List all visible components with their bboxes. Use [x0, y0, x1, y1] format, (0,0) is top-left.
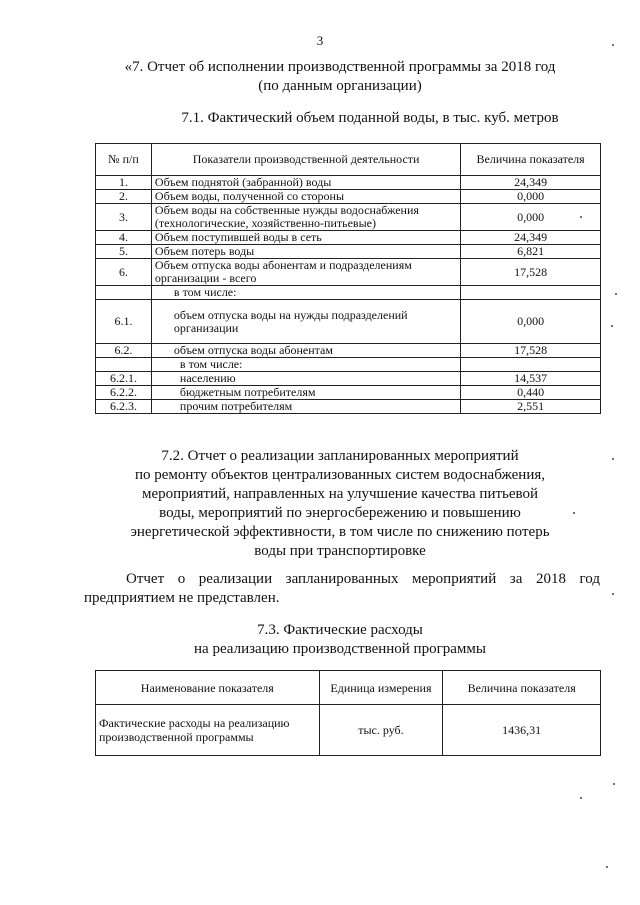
table-row — [96, 344, 601, 358]
scan-speck — [606, 866, 608, 868]
column-header-value: Величина показателя — [461, 144, 601, 176]
table-row — [96, 190, 601, 204]
table-header-row — [96, 144, 601, 176]
title-line: 7.2. Отчет о реализации запланированных мероприятий — [161, 448, 519, 464]
scan-speck — [612, 44, 614, 46]
table-row — [96, 176, 601, 190]
row-label: Объем отпуска воды абонентам и подразделениям организации - всего — [151, 259, 460, 286]
table-row — [96, 231, 601, 245]
row-label: объем отпуска воды на нужды подразделений организации — [151, 300, 460, 344]
row-value: 2,551 — [461, 400, 601, 414]
title-line: 7.3. Фактические расходы — [257, 622, 423, 638]
table-row — [96, 300, 601, 344]
title-line: мероприятий, направленных на улучшение качества питьевой — [141, 486, 539, 502]
scan-speck — [613, 783, 615, 785]
row-number: 5. — [96, 245, 152, 259]
table-row — [96, 372, 601, 386]
table-row — [96, 386, 601, 400]
scan-speck — [612, 593, 614, 595]
row-label: бюджетным потребителям — [151, 386, 460, 400]
scan-speck — [611, 325, 613, 327]
row-label: в том числе: — [151, 358, 460, 372]
row-number: 2. — [96, 190, 152, 204]
table-row — [96, 259, 601, 286]
row-value — [461, 286, 601, 300]
title-line: воды, мероприятий по энергосбережению и повышению — [159, 505, 521, 521]
page-number: 3 — [316, 33, 324, 48]
table-row — [96, 245, 601, 259]
row-number — [96, 286, 152, 300]
scan-speck — [580, 797, 582, 799]
scan-speck — [573, 512, 575, 514]
section-subtitle: (по данным организации) — [258, 78, 422, 94]
subsection-7-3-title — [90, 621, 590, 659]
column-header-unit: Единица измерения — [319, 671, 443, 705]
row-number: 6.1. — [96, 300, 152, 344]
row-number: 6.2.2. — [96, 386, 152, 400]
table-row — [96, 286, 601, 300]
row-value: 0,000 — [461, 204, 601, 231]
row-value — [461, 358, 601, 372]
row-value: 14,537 — [461, 372, 601, 386]
title-line: энергетической эффективности, в том числе по снижению потерь — [130, 524, 550, 540]
row-label: Объем поступившей воды в сеть — [151, 231, 460, 245]
row-number: 3. — [96, 204, 152, 231]
row-label: Объем потерь воды — [151, 245, 460, 259]
row-number: 6. — [96, 259, 152, 286]
column-header-indicator: Показатели производственной деятельности — [151, 144, 460, 176]
table-row — [96, 358, 601, 372]
section-title-line: «7. Отчет об исполнении производственной программы за 2018 год — [124, 59, 556, 75]
row-value: 0,000 — [461, 190, 601, 204]
subsection-7-2-title — [90, 447, 590, 561]
row-unit: тыс. руб. — [319, 705, 443, 756]
row-label: в том числе: — [151, 286, 460, 300]
table-row — [96, 705, 601, 756]
scan-speck — [612, 458, 614, 460]
row-value: 17,528 — [461, 344, 601, 358]
row-value: 24,349 — [461, 231, 601, 245]
section-title — [90, 58, 590, 96]
row-label: населению — [151, 372, 460, 386]
row-value: 6,821 — [461, 245, 601, 259]
subsection-7-1-title: 7.1. Фактический объем поданной воды, в тыс. куб. метров — [181, 110, 559, 126]
title-line: воды при транспортировке — [254, 543, 426, 559]
row-number — [96, 358, 152, 372]
row-label: Объем воды, полученной со стороны — [151, 190, 460, 204]
row-value: 0,440 — [461, 386, 601, 400]
row-label: прочим потребителям — [151, 400, 460, 414]
report-not-submitted-paragraph: Отчет о реализации запланированных мероприятий за 2018 год предприятием не представлен. — [84, 571, 600, 606]
row-number: 4. — [96, 231, 152, 245]
row-value: 24,349 — [461, 176, 601, 190]
column-header-number: № п/п — [96, 144, 152, 176]
title-line: по ремонту объектов централизованных систем водоснабжения, — [134, 467, 545, 483]
column-header-value: Величина показателя — [443, 671, 601, 705]
table-row — [96, 400, 601, 414]
row-number: 6.2.3. — [96, 400, 152, 414]
row-label: объем отпуска воды абонентам — [151, 344, 460, 358]
scan-speck — [580, 216, 582, 218]
column-header-name: Наименование показателя — [96, 671, 320, 705]
table-header-row — [96, 671, 601, 705]
water-volume-table — [95, 143, 601, 414]
row-name: Фактические расходы на реализацию производственной программы — [96, 705, 320, 756]
row-value: 0,000 — [461, 300, 601, 344]
row-value: 17,528 — [461, 259, 601, 286]
row-label: Объем воды на собственные нужды водоснабжения (технологические, хозяйственно-питьевые) — [151, 204, 460, 231]
title-line: на реализацию производственной программы — [194, 641, 486, 657]
actual-expenses-table — [95, 670, 601, 756]
row-number: 6.2. — [96, 344, 152, 358]
row-number: 6.2.1. — [96, 372, 152, 386]
row-label: Объем поднятой (забранной) воды — [151, 176, 460, 190]
table-row — [96, 204, 601, 231]
scan-speck — [615, 293, 617, 295]
row-value: 1436,31 — [443, 705, 601, 756]
row-number: 1. — [96, 176, 152, 190]
